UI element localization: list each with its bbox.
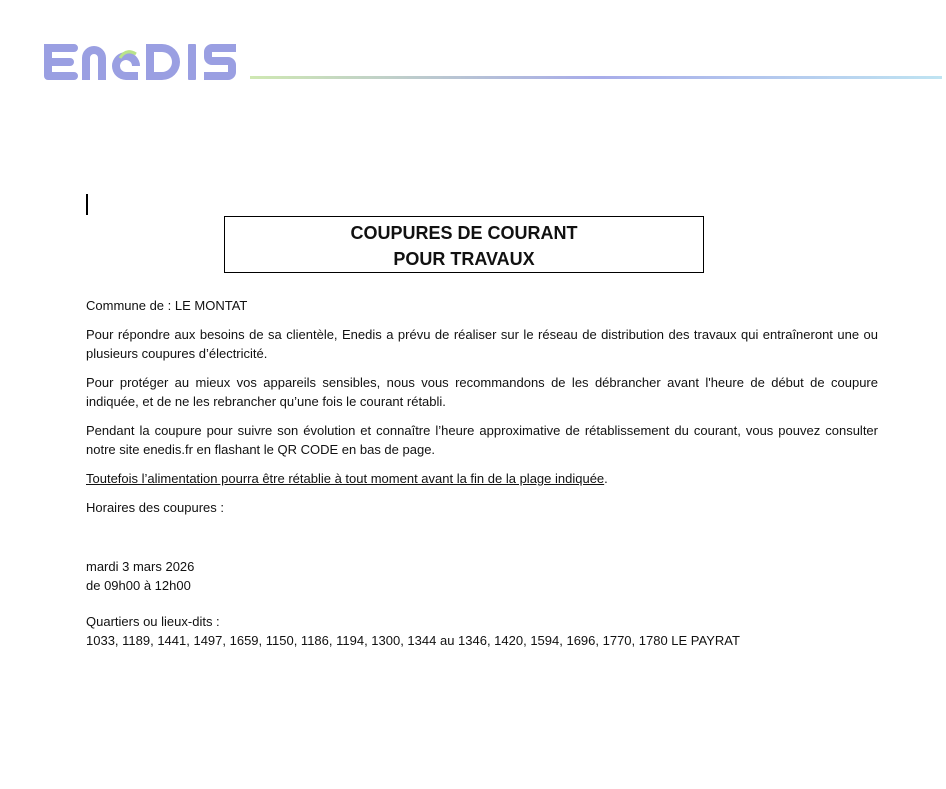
paragraph-follow-up: Pendant la coupure pour suivre son évolution et connaître l’heure approximative de rétablissement du courant, vous pouvez consulter notre site enedis.fr en flashant le QR CODE en bas de page. (86, 423, 878, 457)
header-decorative-line (250, 76, 942, 78)
paragraph-intro: Pour répondre aux besoins de sa clientèle, Enedis a prévu de réaliser sur le réseau de distribution des travaux qui entraîneront une ou plusieurs coupures d’électricité. (86, 327, 878, 361)
notice-title-line1: COUPURES DE COURANT (350, 223, 578, 243)
notice-title-box (224, 216, 704, 273)
warning-line (86, 469, 878, 488)
notice-body (86, 296, 878, 650)
header (0, 0, 946, 100)
outage-time-range: de 09h00 à 12h00 (86, 578, 191, 593)
warning-text: Toutefois l’alimentation pourra être rétablie à tout moment avant la fin de la plage indiquée (86, 471, 605, 486)
text-cursor (86, 194, 88, 215)
spacer (86, 527, 878, 557)
outage-date: mardi 3 mars 2026 (86, 559, 195, 574)
paragraph-recommendation: Pour protéger au mieux vos appareils sensibles, nous vous recommandons de les débrancher avant l'heure de début de coupure indiquée, et de ne les rebrancher qu’une fois le courant rétabli. (86, 375, 878, 409)
enedis-logo (42, 38, 242, 84)
warning-period: . (604, 471, 608, 486)
quartiers-list: 1033, 1189, 1441, 1497, 1659, 1150, 1186, 1194, 1300, 1344 au 1346, 1420, 1594, 1696, 1770, 1780 LE PAYRAT (86, 633, 740, 648)
notice-title-line2: POUR TRAVAUX (393, 249, 535, 269)
quartiers-label: Quartiers ou lieux-dits : (86, 614, 220, 629)
commune-label: Commune de : LE MONTAT (86, 298, 248, 313)
horaires-label: Horaires des coupures : (86, 500, 225, 515)
